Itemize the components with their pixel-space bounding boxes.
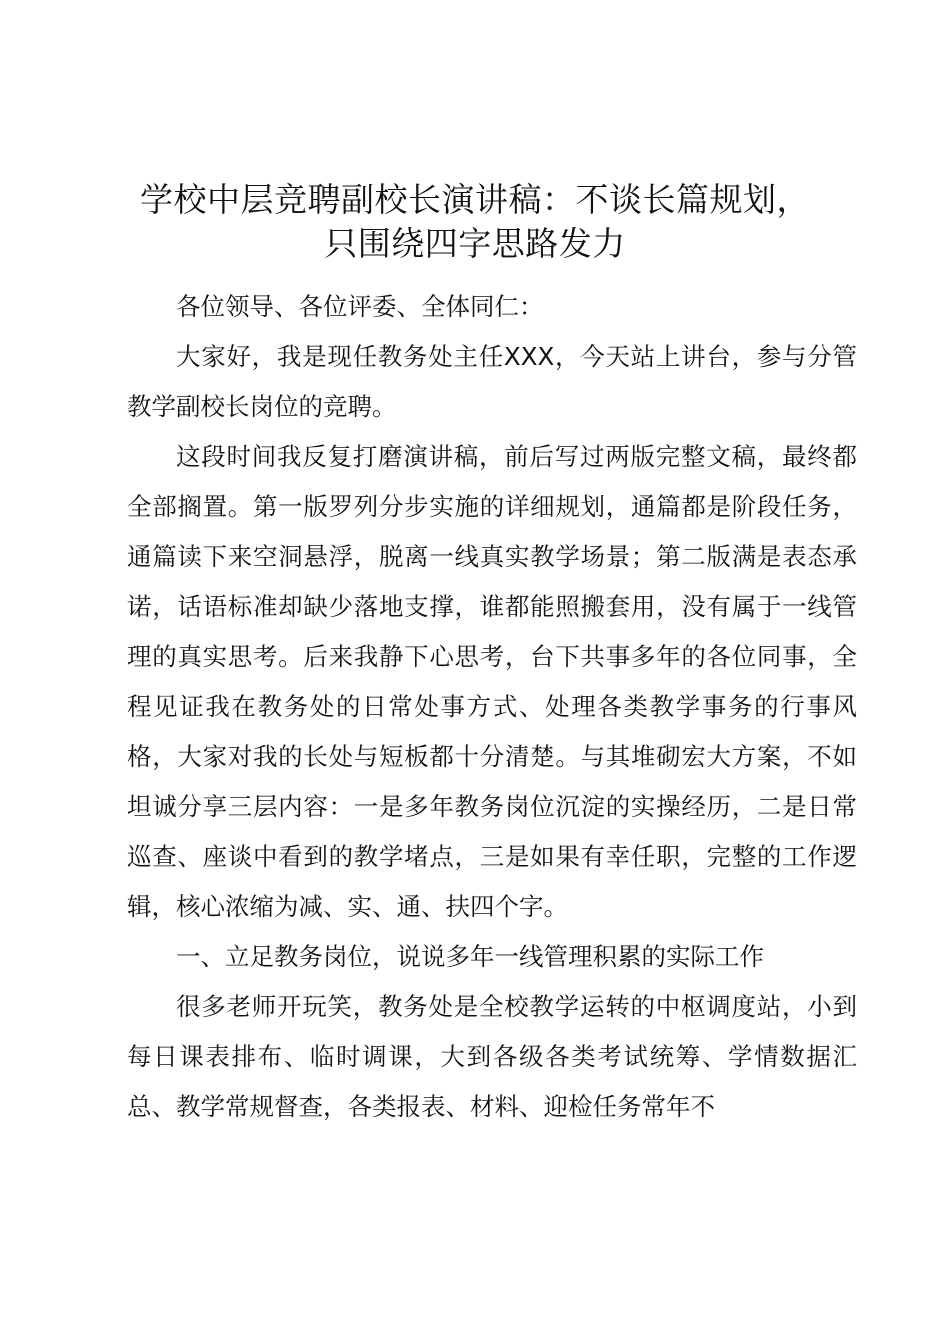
section-heading: 一、立足教务岗位，说说多年一线管理积累的实际工作	[176, 942, 764, 971]
intro-paragraph: 大家好，我是现任教务处主任XXX，今天站上讲台，参与分管教学副校长岗位的竞聘。	[127, 342, 857, 421]
section-paragraph: 很多老师开玩笑，教务处是全校教学运转的中枢调度站，小到每日课表排布、临时调课，大到各级各类考试统筹、学情数据汇总、教学常规督查，各类报表、材料、迎检任务常年不	[127, 992, 857, 1121]
salutation-paragraph: 各位领导、各位评委、全体同仁：	[176, 292, 544, 321]
document-body	[127, 282, 857, 1132]
title-line-1: 学校中层竞聘副校长演讲稿：不谈长篇规划，	[140, 180, 810, 219]
drafts-paragraph: 这段时间我反复打磨演讲稿，前后写过两版完整文稿，最终都全部搁置。第一版罗列分步实施的详细规划，通篇都是阶段任务，通篇读下来空洞悬浮，脱离一线真实教学场景；第二版满是表态承诺，话语标准却缺少落地支撑，谁都能照搬套用，没有属于一线管理的真实思考。后来我静下心思考，台下共事多年的各位同事，全程见证我在教务处的日常处事方式、处理各类教学事务的行事风格，大家对我的长处与短板都十分清楚。与其堆砌宏大方案，不如坦诚分享三层内容：一是多年教务岗位沉淀的实操经历，二是日常巡查、座谈中看到的教学堵点，三是如果有幸任职，完整的工作逻辑，核心浓缩为减、实、通、扶四个字。	[127, 442, 857, 921]
document-title	[110, 178, 840, 266]
title-line-2: 只围绕四字思路发力	[324, 224, 626, 263]
